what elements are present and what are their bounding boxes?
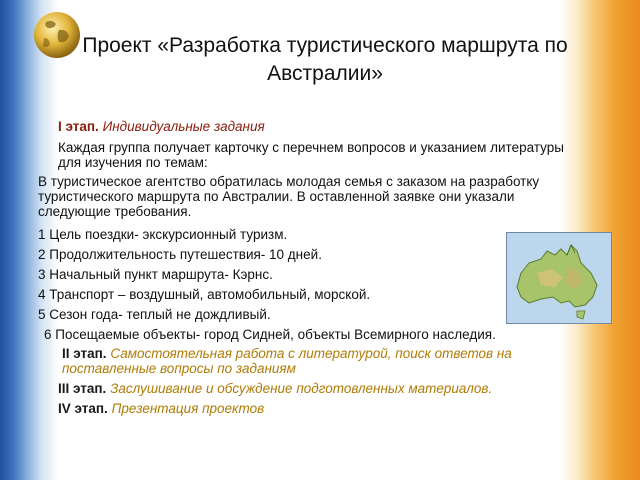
requirement-item: 5 Сезон года- теплый не дождливый. <box>38 307 271 322</box>
stage-1-number: I этап. <box>58 119 99 134</box>
slide-title: Проект «Разработка туристического маршрута по Австралии» <box>82 34 568 85</box>
stage-1-text: Индивидуальные задания <box>102 119 265 134</box>
stage-3-number: III этап. <box>58 381 107 396</box>
stage-4-number: IV этап. <box>58 401 108 416</box>
stage-3 <box>58 381 492 396</box>
stage-2-number: II этап. <box>62 346 107 361</box>
scenario-text: В туристическое агентство обратилась молодая семья с заказом на разработку туристического маршрута по Австралии. В оставленной заявке они указали следующие требования. <box>38 174 540 219</box>
stage-2-text: Самостоятельная работа с литературой, поиск ответов на поставленные вопросы по заданиям <box>62 346 512 376</box>
stage-4-text: Презентация проектов <box>111 401 265 416</box>
australia-map <box>506 232 612 324</box>
stage-2 <box>62 346 572 376</box>
requirement-item: 1 Цель поездки- экскурсионный туризм. <box>38 227 288 242</box>
stage-4 <box>58 401 264 416</box>
requirement-item: 4 Транспорт – воздушный, автомобильный, морской. <box>38 287 371 302</box>
requirement-item: 3 Начальный пункт маршрута- Кэрнс. <box>38 267 273 282</box>
requirement-item: 2 Продолжительность путешествия- 10 дней. <box>38 247 322 262</box>
intro-text: Каждая группа получает карточку с перечнем вопросов и указанием литературы для изучения по темам: <box>58 140 564 170</box>
stage-3-text: Заслушивание и обсуждение подготовленных материалов. <box>110 381 493 396</box>
stage-1 <box>58 119 265 134</box>
requirement-item: 6 Посещаемые объекты- город Сидней, объекты Всемирного наследия. <box>44 327 496 342</box>
